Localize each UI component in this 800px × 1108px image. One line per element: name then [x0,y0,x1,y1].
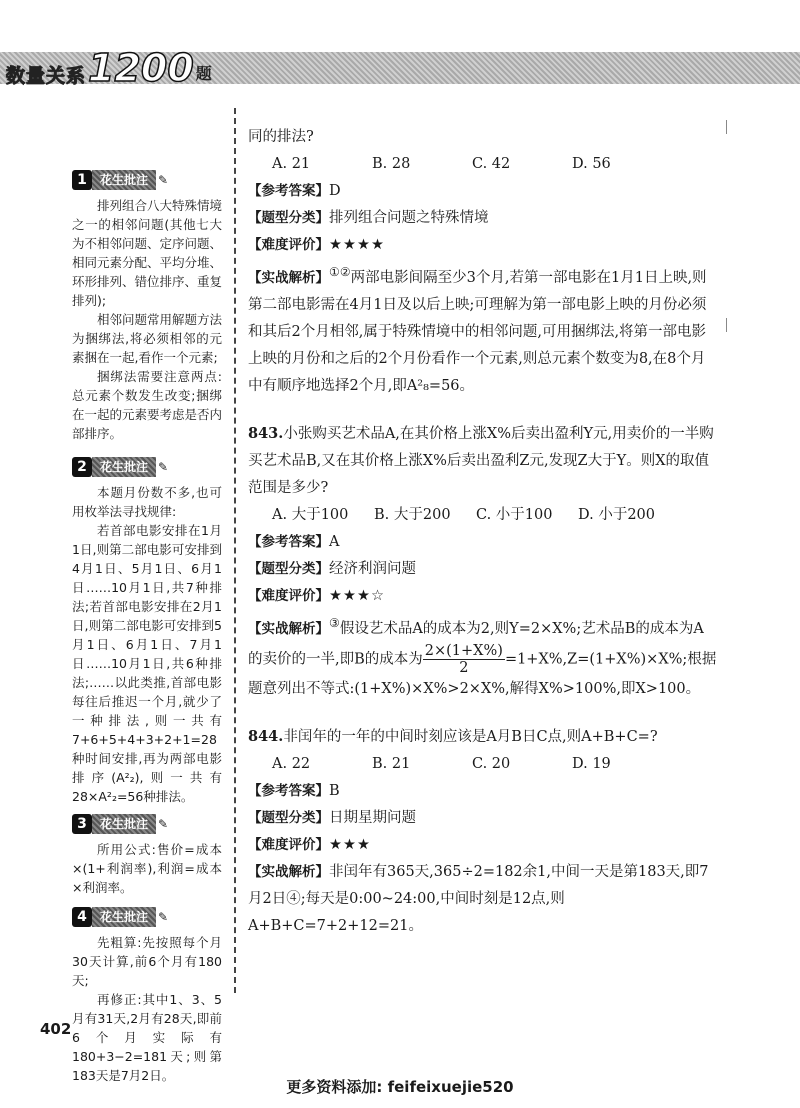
sidebar-notes [72,162,222,1085]
pencil-icon: ✎ [158,910,169,924]
options-843: A. 大于100 B. 大于200 C. 小于100 D. 小于200 [272,506,656,523]
answer-844: 【参考答案】B [248,782,340,799]
pencil-icon: ✎ [158,173,169,187]
analysis-842: 【实战解析】①②两部电影间隔至少3个月,若第一部电影在1月1日上映,则第二部电影需在4月1日及以后上映;可理解为第一部电影上映的月份必须和其后2个月相邻,属于特殊情境中的相邻问题,可用捆绑法,将第一部电影上映的月份和之后的2个月份看作一个元素,则总元素个数变为8,在8个月中有顺序地选择2个月,即A²₈=56。 [248,265,707,394]
difficulty-844: 【难度评价】★★★ [248,836,371,853]
options-844: A. 22 B. 21 C. 20 D. 19 [272,755,611,772]
note-1: 1 花生批注 ✎ 排列组合八大特殊情境之一的相邻问题(其他七大为不相邻问题、定序问题、相同元素分配、平均分堆、环形排列、错位排序、重复排列); 相邻问题常用解题方法为捆绑法,将必须相邻的元素捆在一起,看作一个元素; 捆绑法需要注意两点:总元素个数发生改变;捆绑在一起的元素要考虑是否内部排序。 [72,172,223,441]
column-divider [234,108,236,993]
book-number: 1200 [88,46,194,90]
analysis-843: 【实战解析】③假设艺术品A的成本为2,则Y=2×X%;艺术品B的成本为A的卖价的一半,即B的成本为 $\frac{2\times(1+X\%)}{2}$ =1+X%,Z=(1+X%)×X%;根据题意列出不等式:(1+X%)×X%>2×X%,解得X%>100%,即X>100。 [248,615,717,697]
question-stem-tail: 同的排法? [248,129,314,145]
note-badge: 4 花生批注 ✎ [72,907,222,927]
difficulty-842: 【难度评价】★★★★ [248,237,385,253]
book-series: 数量关系 [6,65,87,87]
type-844: 【题型分类】日期星期问题 [248,809,416,826]
type-842: 【题型分类】排列组合问题之特殊情境 [248,210,489,226]
question-843: 843.小张购买艺术品A,在其价格上涨X%后卖出盈利Y元,用卖价的一半购买艺术品B,又在其价格上涨X%后卖出盈利Z元,发现Z大于Y。则X的取值范围是多少? [248,424,714,496]
note-3: 3 花生批注 ✎ 所用公式:售价=成本×(1+利润率),利润=成本×利润率。 [72,816,222,895]
note-badge: 3 花生批注 ✎ [72,814,222,834]
type-843: 【题型分类】经济利润问题 [248,560,416,577]
question-844: 844.非闰年的一年的中间时刻应该是A月B日C点,则A+B+C=? [248,727,658,745]
difficulty-843: 【难度评价】★★★☆ [248,587,385,604]
book-suffix: 题 [195,64,212,83]
note-badge: 1 花生批注 ✎ [72,170,222,190]
answer-842: 【参考答案】D [248,183,341,199]
note-2: 2 花生批注 ✎ 本题月份数不多,也可用枚举法寻找规律: 若首部电影安排在1月1日,则第二部电影可安排到4月1日、5月1日、6月1日……10月1日,共7种排法;若首部电影安排在2月1日,则第二部电影可安排到5月1日、6月1日、7月1日……10月1日,共6种排法;……以此类推,首部电影每往后推迟一个月,就少了一种排法,则一共有7+6+5+4+3+2+1=28种时间安排,再为两部电影排序(A²₂),则一共有28×A²₂=56种排法。 [72,459,222,804]
note-4: 4 花生批注 ✎ 先粗算:先按照每个月30天计算,前6个月有180天; 再修正:其中1、3、5月有31天,2月有28天,即前6个月实际有180+3−2=181天;则第183天是7月2日。 [72,909,222,1083]
fraction: $\frac{2\times(1+X\%)}{2}$ [424,642,503,676]
margin-mark [726,120,727,134]
options-842: A. 21 B. 28 C. 42 D. 56 [272,156,611,172]
main-column [248,124,718,940]
pencil-icon: ✎ [158,817,169,831]
analysis-844: 【实战解析】非闰年有365天,365÷2=182余1,中间一天是第183天,即7月2日④;每天是0:00~24:00,中间时刻是12点,则A+B+C=7+2+12=21。 [248,863,709,934]
book-title [6,48,212,88]
answer-843: 【参考答案】A [248,533,340,550]
pencil-icon: ✎ [158,460,169,474]
page-number: 402 [40,1020,72,1038]
margin-mark [726,318,727,332]
note-badge: 2 花生批注 ✎ [72,457,222,477]
footer-text: 更多资料添加: feifeixuejie520 [286,1078,514,1096]
